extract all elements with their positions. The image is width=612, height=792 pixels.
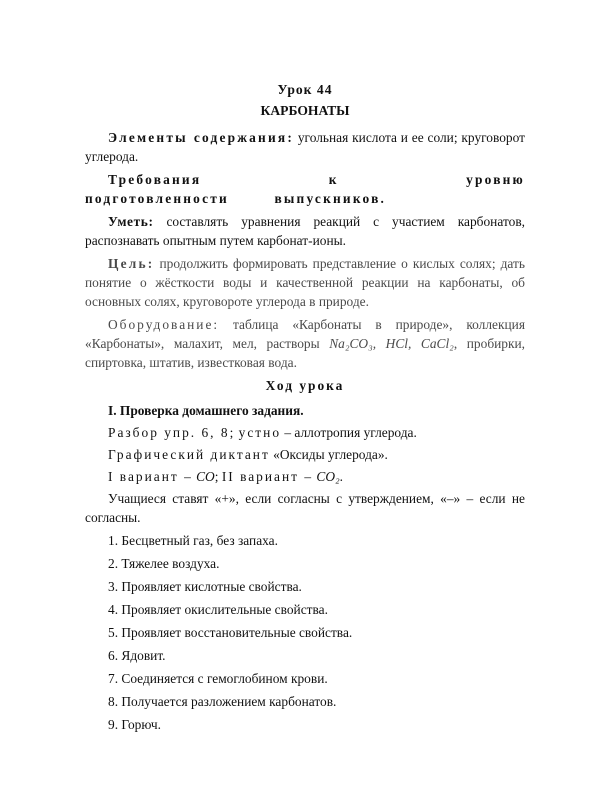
goal-label: Цель: <box>108 256 155 271</box>
list-item: 1. Бесцветный газ, без запаха. <box>108 533 278 548</box>
equipment-text-after: , пробирки, спиртовка, штатив, известковая вода. <box>85 336 526 370</box>
variant2-label: II вариант – <box>221 469 314 484</box>
instruction-paragraph: Учащиеся ставят «+», если согласны с утверждением, «–» – если не согласны. <box>85 491 525 525</box>
statements-list <box>85 531 525 734</box>
variant2-formula: CO₂ <box>316 469 340 484</box>
oral-label: устно <box>238 425 282 440</box>
analysis-text: – аллотропия углерода. <box>281 425 417 440</box>
list-item: 6. Ядовит. <box>108 648 166 663</box>
goal-text: продолжить формировать представление о кислых солях; дать понятие о жёсткости воды и качественной реакции на карбонаты, об основных солях, круговороте углерода в природе. <box>85 256 525 309</box>
lesson-topic: КАРБОНАТЫ <box>260 103 350 118</box>
dictation-text: «Оксиды углерода». <box>269 447 388 462</box>
list-item: 8. Получается разложением карбонатов. <box>108 694 337 709</box>
list-item: 3. Проявляет кислотные свойства. <box>108 579 302 594</box>
variant-end: . <box>339 469 344 484</box>
homework-heading: I. Проверка домашнего задания. <box>108 403 304 418</box>
dictation-label: Графический диктант <box>108 447 270 462</box>
skills-paragraph <box>85 212 525 250</box>
list-item: 9. Горюч. <box>108 717 161 732</box>
lesson-course-title: Ход урока <box>265 378 345 393</box>
list-item: 4. Проявляет окислительные свойства. <box>108 602 328 617</box>
content-elements-text: угольная кислота и ее соли; круговорот углерода. <box>85 130 525 164</box>
equipment-paragraph <box>85 315 525 372</box>
goal-paragraph <box>85 254 525 311</box>
dictation-line <box>85 445 525 464</box>
variants-line <box>85 467 525 486</box>
analysis-label: Разбор упр. 6, 8; <box>108 425 236 440</box>
skills-text: составлять уравнения реакций с участием карбонатов, распознавать опытным путем карбонат-ионы. <box>85 214 525 248</box>
requirements-heading: Требования к уровню подготовленности выпускников. <box>85 172 525 206</box>
equipment-label: Оборудование: <box>108 317 220 332</box>
list-item: 7. Соединяется с гемоглобином крови. <box>108 671 328 686</box>
equipment-formulas: Na₂CO₃, HCl, CaCl₂ <box>329 336 454 351</box>
content-elements-label: Элементы содержания: <box>108 130 294 145</box>
document-page <box>85 80 525 738</box>
variant1-label: I вариант – <box>108 469 193 484</box>
variant1-formula: CO <box>196 469 215 484</box>
list-item: 5. Проявляет восстановительные свойства. <box>108 625 353 640</box>
skills-label: Уметь: <box>108 214 154 229</box>
equipment-text-before: таблица «Карбонаты в природе», коллекция «Карбонаты», малахит, мел, растворы <box>85 317 525 351</box>
analysis-line <box>85 423 525 442</box>
variant-separator: ; <box>214 469 222 484</box>
lesson-number: Урок 44 <box>277 82 333 97</box>
content-elements-paragraph <box>85 128 525 166</box>
list-item: 2. Тяжелее воздуха. <box>108 556 220 571</box>
